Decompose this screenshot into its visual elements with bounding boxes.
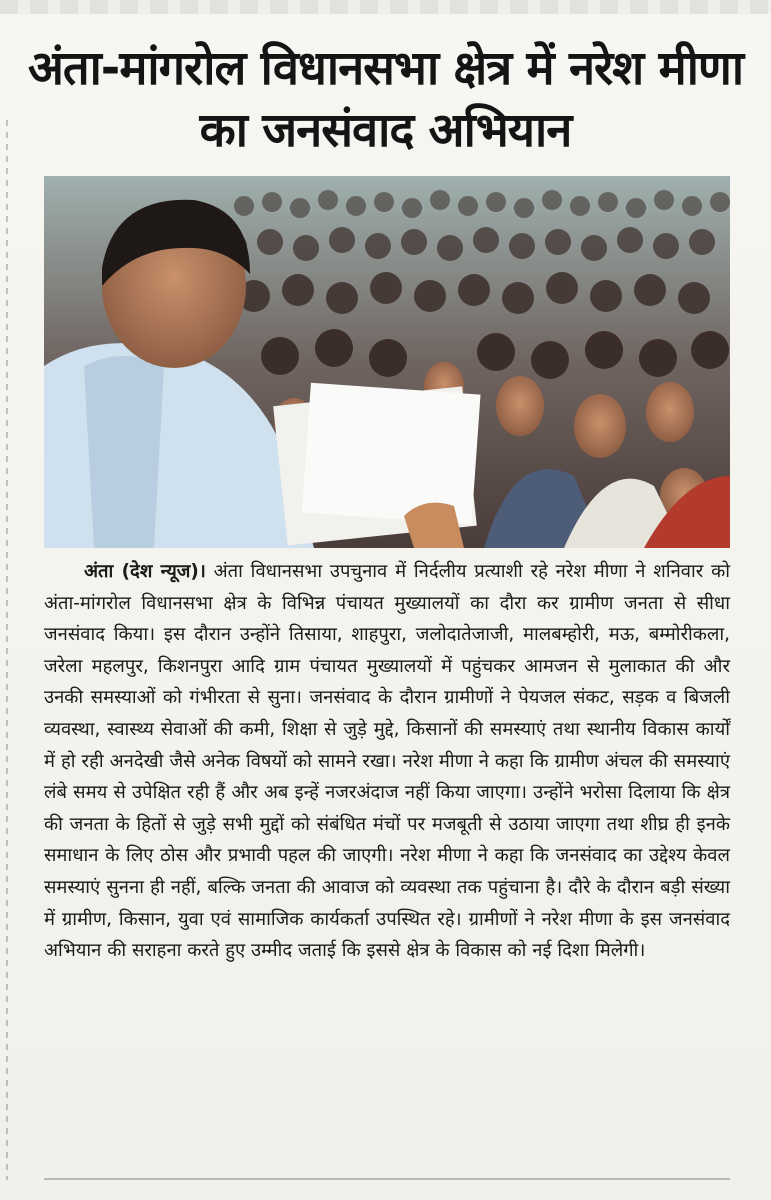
bottom-rule (44, 1178, 730, 1180)
headline: अंता-मांगरोल विधानसभा क्षेत्र में नरेश मीणा का जनसंवाद अभियान (27, 41, 744, 158)
article-body (44, 556, 730, 967)
article-body-text: अंता विधानसभा उपचुनाव में निर्दलीय प्रत्याशी रहे नरेश मीणा ने शनिवार को अंता-मांगरोल विधानसभा क्षेत्र के विभिन्न पंचायत मुख्यालयों का दौरा कर ग्रामीण जनता से सीधा जनसंवाद किया। इस दौरान उन्होंने तिसाया, शाहपुरा, जलोदातेजाजी, मालबम्होरी, मऊ, बम्मोरीकला, जरेला महलपुर, किशनपुरा आदि ग्राम पंचायत मुख्यालयों में पहुंचकर आमजन से मुलाकात की और उनकी समस्याओं को गंभीरता से सुना। जनसंवाद के दौरान ग्रामीणों ने पेयजल संकट, सड़क व बिजली व्यवस्था, स्वास्थ्य सेवाओं की कमी, शिक्षा से जुड़े मुद्दे, किसानों की समस्याएं तथा स्थानीय विकास कार्यों में हो रही अनदेखी जैसे अनेक विषयों को सामने रखा। नरेश मीणा ने कहा कि ग्रामीण अंचल की समस्याएं लंबे समय से उपेक्षित रही हैं और अब इन्हें नजरअंदाज नहीं किया जाएगा। उन्होंने भरोसा दिलाया कि क्षेत्र की जनता के हितों से जुड़े सभी मुद्दों को संबंधित मंचों पर मजबूती से उठाया जाएगा तथा शीघ्र ही इनके समाधान के लिए ठोस और प्रभावी पहल की जाएगी। नरेश मीणा ने कहा कि जनसंवाद का उद्देश्य केवल समस्याएं सुनना ही नहीं, बल्कि जनता की आवाज को व्यवस्था तक पहुंचाना है। दौरे के दौरान बड़ी संख्या में ग्रामीण, किसान, युवा एवं सामाजिक कार्यकर्ता उपस्थित रहे। ग्रामीणों ने नरेश मीणा के इस जनसंवाद अभियान की सराहना करते हुए उम्मीद जताई कि इससे क्षेत्र के विकास को नई दिशा मिलेगी। (44, 561, 730, 962)
column-divider (6, 120, 8, 1180)
top-edge-strip (0, 0, 771, 14)
crowd-photo-icon (44, 176, 730, 548)
dateline: अंता (देश न्यूज)। (84, 561, 206, 582)
